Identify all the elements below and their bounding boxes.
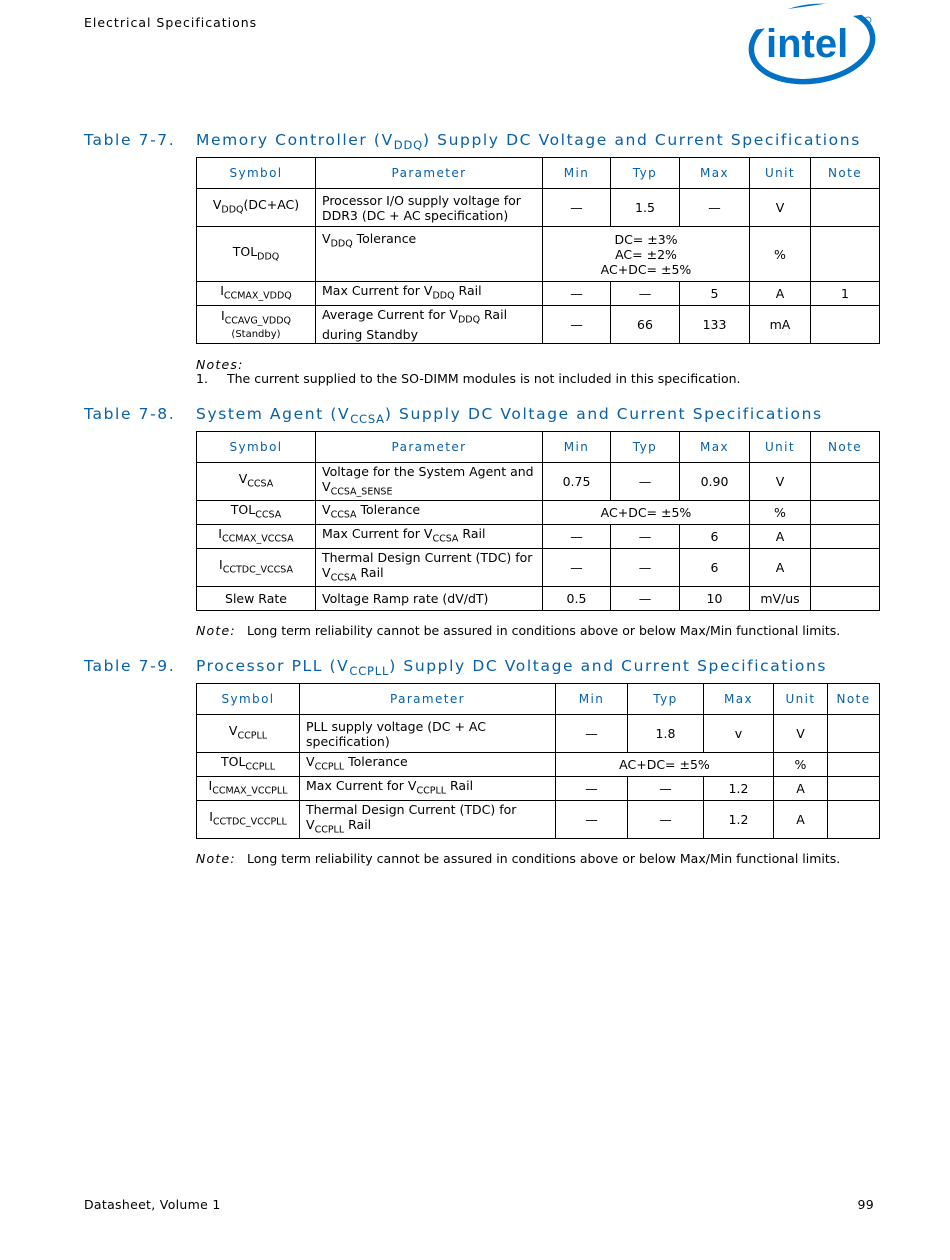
min-cell: — (543, 282, 611, 306)
note-cell (811, 501, 880, 525)
min-cell: — (543, 306, 611, 344)
column-header: Note (811, 158, 880, 189)
typ-cell: — (628, 801, 704, 839)
min-cell: — (556, 801, 628, 839)
spec-table (196, 157, 880, 344)
unit-cell: % (774, 753, 828, 777)
note-cell (811, 227, 880, 282)
symbol-cell: $V_{DDQ}(DC+AC)$ (197, 189, 316, 227)
table-row (197, 777, 880, 801)
column-header: Note (811, 432, 880, 463)
spec-table (196, 431, 880, 611)
column-header: Symbol (197, 684, 300, 715)
unit-cell: A (750, 525, 811, 549)
tolerance-cell: AC+DC= ±5% (556, 753, 774, 777)
typ-cell: 1.5 (611, 189, 680, 227)
symbol-cell: $TOL_{CCPLL}$ (197, 753, 300, 777)
parameter-cell: Max Current for $V_{CCPLL}$ Rail (300, 777, 556, 801)
symbol-cell: $I_{CCMAX\_VDDQ}$ (197, 282, 316, 306)
note-cell (811, 189, 880, 227)
column-header: Parameter (316, 432, 543, 463)
column-header: Unit (750, 158, 811, 189)
intel-logo (748, 2, 876, 86)
column-header: Min (543, 158, 611, 189)
max-cell: 6 (680, 549, 750, 587)
note-cell (811, 463, 880, 501)
table-row (197, 227, 880, 282)
unit-cell: % (750, 227, 811, 282)
note-cell: 1 (811, 282, 880, 306)
typ-cell: 66 (611, 306, 680, 344)
column-header: Unit (750, 432, 811, 463)
footer-document-title: Datasheet, Volume 1 (84, 1197, 221, 1212)
typ-cell: — (628, 777, 704, 801)
parameter-cell: PLL supply voltage (DC + AC specification) (300, 715, 556, 753)
table-row (197, 549, 880, 587)
parameter-cell: $V_{CCSA}$ Tolerance (316, 501, 543, 525)
symbol-cell: $I_{CCAVG\_VDDQ}$ (Standby) (197, 306, 316, 344)
min-cell: — (543, 549, 611, 587)
unit-cell: V (750, 463, 811, 501)
table-row (197, 501, 880, 525)
column-header: Typ (628, 684, 704, 715)
note-cell (828, 715, 880, 753)
table-row (197, 282, 880, 306)
symbol-cell: Slew Rate (197, 587, 316, 611)
table-title: Table 7-7. Memory Controller $(V_{DDQ})$ Supply DC Voltage and Current Specifications (84, 131, 861, 153)
parameter-cell: Voltage for the System Agent and $V_{CCSA\_SENSE}$ (316, 463, 543, 501)
typ-cell: — (611, 282, 680, 306)
unit-cell: A (774, 801, 828, 839)
parameter-cell: Voltage Ramp rate (dV/dT) (316, 587, 543, 611)
symbol-cell: $I_{CCMAX\_VCCSA}$ (197, 525, 316, 549)
typ-cell: — (611, 463, 680, 501)
unit-cell: % (750, 501, 811, 525)
min-cell: 0.5 (543, 587, 611, 611)
page-number: 99 (857, 1197, 874, 1212)
max-cell: 6 (680, 525, 750, 549)
column-header: Min (543, 432, 611, 463)
table-row (197, 715, 880, 753)
logo-text: intel (766, 22, 849, 66)
note-cell (828, 753, 880, 777)
unit-cell: mA (750, 306, 811, 344)
typ-cell: — (611, 549, 680, 587)
unit-cell: A (774, 777, 828, 801)
max-cell: 5 (680, 282, 750, 306)
table-row (197, 189, 880, 227)
max-cell: 10 (680, 587, 750, 611)
column-header: Note (828, 684, 880, 715)
table-row (197, 753, 880, 777)
column-header: Max (704, 684, 774, 715)
symbol-cell: $I_{CCTDC\_VCCPLL}$ (197, 801, 300, 839)
symbol-cell: $I_{CCMAX\_VCCPLL}$ (197, 777, 300, 801)
max-cell: 1.2 (704, 801, 774, 839)
max-cell: — (680, 189, 750, 227)
note-cell (811, 549, 880, 587)
running-header: Electrical Specifications (84, 15, 258, 30)
table-number: Table 7-7. (84, 131, 176, 149)
parameter-cell: Thermal Design Current (TDC) for $V_{CCSA}$ Rail (316, 549, 543, 587)
symbol-cell: $V_{CCSA}$ (197, 463, 316, 501)
symbol-cell: $TOL_{DDQ}$ (197, 227, 316, 282)
max-cell: 133 (680, 306, 750, 344)
table-number: Table 7-8. (84, 405, 176, 423)
notes-heading: Notes: (196, 357, 244, 372)
unit-cell: A (750, 282, 811, 306)
min-cell: — (556, 715, 628, 753)
unit-cell: V (774, 715, 828, 753)
parameter-cell: Average Current for $V_{DDQ}$ Rail during Standby (316, 306, 543, 344)
column-header: Typ (611, 158, 680, 189)
table-row (197, 801, 880, 839)
parameter-cell: $V_{DDQ}$ Tolerance (316, 227, 543, 282)
table-row (197, 463, 880, 501)
note-cell (811, 587, 880, 611)
table-note: Note: Long term reliability cannot be assured in conditions above or below Max/Min functional limits. (196, 851, 841, 866)
parameter-cell: Max Current for $V_{CCSA}$ Rail (316, 525, 543, 549)
table-row (197, 306, 880, 344)
max-cell: 1.2 (704, 777, 774, 801)
note-cell (811, 306, 880, 344)
max-cell: v (704, 715, 774, 753)
min-cell: — (543, 525, 611, 549)
spec-table (196, 683, 880, 839)
tolerance-cell: DC= ±3% AC= ±2% AC+DC= ±5% (543, 227, 750, 282)
table-header-row (197, 158, 880, 189)
symbol-cell: $V_{CCPLL}$ (197, 715, 300, 753)
column-header: Symbol (197, 432, 316, 463)
unit-cell: A (750, 549, 811, 587)
tolerance-cell: AC+DC= ±5% (543, 501, 750, 525)
typ-cell: 1.8 (628, 715, 704, 753)
parameter-cell: Max Current for $V_{DDQ}$ Rail (316, 282, 543, 306)
unit-cell: mV/us (750, 587, 811, 611)
table-row (197, 587, 880, 611)
parameter-cell: Thermal Design Current (TDC) for $V_{CCPLL}$ Rail (300, 801, 556, 839)
min-cell: — (556, 777, 628, 801)
table-number: Table 7-9. (84, 657, 176, 675)
typ-cell: — (611, 587, 680, 611)
symbol-cell: $TOL_{CCSA}$ (197, 501, 316, 525)
column-header: Max (680, 432, 750, 463)
max-cell: 0.90 (680, 463, 750, 501)
column-header: Unit (774, 684, 828, 715)
column-header: Parameter (300, 684, 556, 715)
typ-cell: — (611, 525, 680, 549)
table-note: Note: Long term reliability cannot be assured in conditions above or below Max/Min functional limits. (196, 623, 841, 638)
note-cell (828, 801, 880, 839)
table-title: Table 7-8. System Agent $(V_{CCSA})$ Supply DC Voltage and Current Specifications (84, 405, 823, 427)
column-header: Max (680, 158, 750, 189)
table-header-row (197, 684, 880, 715)
parameter-cell: Processor I/O supply voltage for DDR3 (DC + AC specification) (316, 189, 543, 227)
min-cell: — (543, 189, 611, 227)
column-header: Typ (611, 432, 680, 463)
column-header: Parameter (316, 158, 543, 189)
min-cell: 0.75 (543, 463, 611, 501)
column-header: Min (556, 684, 628, 715)
note-cell (811, 525, 880, 549)
symbol-cell: $I_{CCTDC\_VCCSA}$ (197, 549, 316, 587)
column-header: Symbol (197, 158, 316, 189)
unit-cell: V (750, 189, 811, 227)
table-header-row (197, 432, 880, 463)
parameter-cell: $V_{CCPLL}$ Tolerance (300, 753, 556, 777)
table-row (197, 525, 880, 549)
note-cell (828, 777, 880, 801)
table-title: Table 7-9. Processor PLL $(V_{CCPLL})$ Supply DC Voltage and Current Specifications (84, 657, 828, 679)
note-item: 1. The current supplied to the SO-DIMM modules is not included in this specification. (196, 371, 741, 386)
